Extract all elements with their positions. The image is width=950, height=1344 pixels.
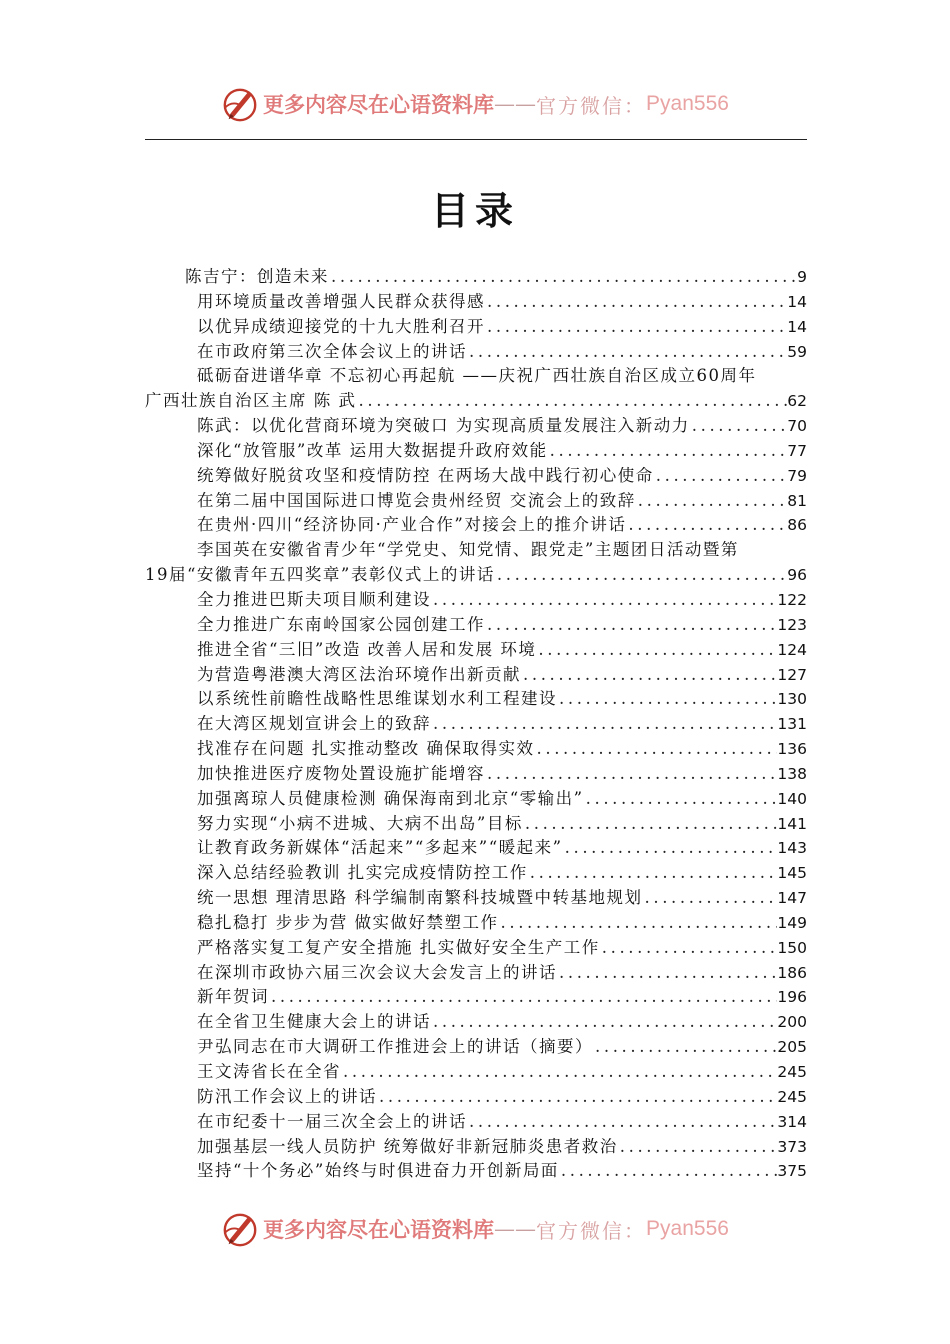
toc-page-number: 245 bbox=[777, 1087, 807, 1106]
toc-page-number: 196 bbox=[777, 988, 807, 1007]
toc-page-number: 123 bbox=[777, 615, 807, 634]
toc-entry-title: 用环境质量改善增强人民群众获得感 bbox=[197, 291, 485, 311]
toc-entry[interactable] bbox=[145, 961, 807, 986]
toc-entry-title: 找准存在问题 扎实推动整改 确保取得实效 bbox=[197, 739, 535, 759]
toc-page-number: 138 bbox=[777, 764, 807, 783]
toc-entry[interactable] bbox=[145, 1110, 807, 1135]
toc-leader-dots bbox=[563, 836, 778, 861]
toc-leader-dots bbox=[485, 315, 787, 340]
toc-entry-title: 在市政府第三次全体会议上的讲话 bbox=[197, 341, 467, 361]
toc-leader-dots bbox=[690, 414, 788, 439]
toc-entry[interactable] bbox=[145, 340, 807, 365]
toc-entry-title: 深化“放管服”改革 运用大数据提升政府效能 bbox=[197, 440, 548, 460]
toc-entry[interactable] bbox=[145, 985, 807, 1010]
toc-page-number: 147 bbox=[777, 889, 807, 908]
toc-leader-dots bbox=[654, 464, 788, 489]
toc-entry[interactable] bbox=[145, 663, 807, 688]
toc-entry[interactable] bbox=[145, 737, 807, 762]
toc-entry[interactable] bbox=[145, 1010, 807, 1035]
header-divider bbox=[145, 139, 807, 140]
toc-entry-title: 深入总结经验教训 扎实完成疫情防控工作 bbox=[197, 863, 528, 883]
toc-entry-title: 严格落实复工复产安全措施 扎实做好安全生产工作 bbox=[197, 937, 600, 957]
toc-page-number: 9 bbox=[797, 268, 807, 286]
toc-leader-dots bbox=[499, 911, 778, 936]
toc-entry[interactable] bbox=[145, 1060, 807, 1085]
toc-page-number: 149 bbox=[777, 913, 807, 932]
toc-entry[interactable] bbox=[145, 290, 807, 315]
toc-entry-title: 陈武：以优化营商环境为突破口 为实现高质量发展注入新动力 bbox=[197, 416, 690, 436]
toc-leader-dots bbox=[431, 1010, 777, 1035]
toc-leader-dots bbox=[600, 936, 778, 961]
toc-entry-title: 尹弘同志在市大调研工作推进会上的讲话（摘要） bbox=[197, 1037, 593, 1057]
toc-entry-title: 在全省卫生健康大会上的讲话 bbox=[197, 1012, 431, 1032]
toc-page-number: 140 bbox=[777, 789, 807, 808]
toc-leader-dots bbox=[536, 638, 777, 663]
toc-entry[interactable] bbox=[145, 861, 807, 886]
toc-page-number: 186 bbox=[777, 963, 807, 982]
toc-leader-dots bbox=[626, 513, 787, 538]
toc-leader-dots bbox=[559, 1159, 778, 1184]
toc-page-number: 62 bbox=[787, 392, 807, 411]
toc-entry-title: 以系统性前瞻性战略性思维谋划水利工程建设 bbox=[197, 689, 557, 709]
toc-page-number: 77 bbox=[787, 441, 807, 460]
toc-leader-dots bbox=[357, 389, 788, 414]
toc-leader-dots bbox=[341, 1060, 777, 1085]
toc-entry[interactable] bbox=[145, 315, 807, 340]
banner-separator: —— bbox=[494, 92, 537, 116]
page-title: 目录 bbox=[430, 189, 519, 233]
toc-entry-title: 稳扎稳打 步步为营 做实做好禁塑工作 bbox=[197, 912, 499, 932]
toc-page-number: 373 bbox=[777, 1137, 807, 1156]
toc-entry-title: 在市纪委十一届三次全会上的讲话 bbox=[197, 1111, 467, 1131]
toc-page-number: 130 bbox=[777, 690, 807, 709]
toc-entry[interactable] bbox=[145, 1085, 807, 1110]
toc-leader-dots bbox=[485, 613, 777, 638]
toc-entry-title: 以优异成绩迎接党的十九大胜利召开 bbox=[197, 316, 485, 336]
toc-entry[interactable] bbox=[145, 588, 807, 613]
footer-banner bbox=[0, 1207, 950, 1251]
toc-entry-title-continued: 广西壮族自治区主席 陈 武 bbox=[145, 391, 357, 411]
toc-entry[interactable] bbox=[145, 836, 807, 861]
toc-page-number: 143 bbox=[777, 839, 807, 858]
toc-entry[interactable] bbox=[145, 265, 807, 290]
toc-leader-dots bbox=[495, 563, 787, 588]
table-of-contents bbox=[145, 265, 807, 1184]
toc-page-number: 79 bbox=[787, 466, 807, 485]
toc-entry-title: 全力推进巴斯夫项目顺利建设 bbox=[197, 589, 431, 609]
toc-page-number: 86 bbox=[787, 516, 807, 535]
toc-entry[interactable] bbox=[145, 538, 807, 588]
toc-entry-title: 努力实现“小病不进城、大病不出岛”目标 bbox=[197, 813, 523, 833]
toc-page-number: 314 bbox=[777, 1112, 807, 1131]
toc-entry-title: 王文涛省长在全省 bbox=[197, 1062, 341, 1081]
toc-page-number: 59 bbox=[787, 342, 807, 361]
toc-page-number: 205 bbox=[777, 1038, 807, 1057]
toc-entry[interactable] bbox=[145, 638, 807, 663]
toc-leader-dots bbox=[485, 762, 777, 787]
toc-entry-title: 在深圳市政协六届三次会议大会发言上的讲话 bbox=[197, 962, 557, 982]
toc-entry-title-continued: 19届“安徽青年五四奖章”表彰仪式上的讲话 bbox=[145, 565, 495, 585]
banner-wechat-label: 官方微信： bbox=[536, 93, 647, 118]
toc-entry-title: 在贵州·四川“经济协同·产业合作”对接会上的推介讲话 bbox=[197, 515, 627, 535]
toc-entry[interactable] bbox=[145, 1159, 807, 1184]
toc-leader-dots bbox=[485, 290, 787, 315]
toc-entry-title: 坚持“十个务必”始终与时俱进奋力开创新局面 bbox=[197, 1161, 559, 1181]
banner-wechat-label: 官方微信： bbox=[536, 1218, 647, 1243]
toc-entry[interactable] bbox=[145, 414, 807, 439]
toc-leader-dots bbox=[523, 812, 778, 837]
toc-page-number: 150 bbox=[777, 938, 807, 957]
toc-leader-dots bbox=[521, 663, 777, 688]
toc-entry-title: 在大湾区规划宣讲会上的致辞 bbox=[197, 714, 431, 734]
toc-entry[interactable] bbox=[145, 439, 807, 464]
toc-entry-title: 全力推进广东南岭国家公园创建工作 bbox=[197, 614, 485, 634]
toc-leader-dots bbox=[467, 1110, 777, 1135]
toc-entry[interactable] bbox=[145, 787, 807, 812]
toc-leader-dots bbox=[431, 588, 777, 613]
toc-page-number: 375 bbox=[777, 1162, 807, 1181]
toc-page-number: 14 bbox=[787, 292, 807, 311]
toc-entry[interactable] bbox=[145, 886, 807, 911]
toc-entry-title: 砥砺奋进谱华章 不忘初心再起航 ——庆祝广西壮族自治区成立60周年 bbox=[197, 366, 757, 386]
toc-entry-title: 让教育政务新媒体“活起来”“多起来”“暖起来” bbox=[197, 838, 563, 858]
header-banner bbox=[0, 82, 950, 126]
toc-page-number: 131 bbox=[777, 715, 807, 734]
toc-leader-dots bbox=[269, 985, 777, 1010]
toc-entry[interactable] bbox=[145, 687, 807, 712]
toc-leader-dots bbox=[618, 1135, 778, 1160]
toc-entry[interactable] bbox=[145, 489, 807, 514]
toc-leader-dots bbox=[593, 1035, 777, 1060]
toc-leader-dots bbox=[636, 489, 788, 514]
toc-page-number: 200 bbox=[777, 1013, 807, 1032]
banner-wechat-id: Pyan556 bbox=[646, 1217, 729, 1240]
toc-entry[interactable] bbox=[145, 762, 807, 787]
toc-entry[interactable] bbox=[145, 712, 807, 737]
toc-entry-title: 加强基层一线人员防护 统筹做好非新冠肺炎患者救治 bbox=[197, 1136, 618, 1156]
toc-entry[interactable] bbox=[145, 364, 807, 414]
toc-page-number: 81 bbox=[787, 491, 807, 510]
banner-brand: 更多内容尽在心语资料库 bbox=[263, 92, 495, 117]
toc-entry-title: 为营造粤港澳大湾区法治环境作出新贡献 bbox=[197, 664, 521, 684]
toc-entry-title: 加快推进医疗废物处置设施扩能增容 bbox=[197, 763, 485, 783]
toc-page-number: 70 bbox=[787, 417, 807, 436]
toc-entry-title: 新年贺词 bbox=[197, 987, 269, 1007]
toc-leader-dots bbox=[377, 1085, 777, 1110]
toc-leader-dots bbox=[584, 787, 778, 812]
toc-entry-title: 防汛工作会议上的讲话 bbox=[197, 1086, 377, 1106]
toc-entry[interactable] bbox=[145, 936, 807, 961]
toc-page-number: 96 bbox=[787, 566, 807, 585]
toc-leader-dots bbox=[557, 961, 777, 986]
toc-leader-dots bbox=[528, 861, 778, 886]
toc-entry-title: 加强离琼人员健康检测 确保海南到北京“零输出” bbox=[197, 788, 584, 808]
toc-page-number: 127 bbox=[777, 665, 807, 684]
toc-leader-dots bbox=[548, 439, 788, 464]
toc-entry-title: 李国英在安徽省青少年“学党史、知党情、跟党走”主题团日活动暨第 bbox=[197, 540, 739, 560]
banner-separator: —— bbox=[494, 1217, 537, 1241]
toc-entry[interactable] bbox=[145, 812, 807, 837]
toc-page-number: 245 bbox=[777, 1063, 807, 1081]
toc-leader-dots bbox=[557, 687, 777, 712]
toc-leader-dots bbox=[535, 737, 778, 762]
toc-page-number: 14 bbox=[787, 317, 807, 336]
toc-entry[interactable] bbox=[145, 1135, 807, 1160]
toc-entry-title: 推进全省“三旧”改造 改善人居和发展 环境 bbox=[197, 639, 537, 659]
toc-leader-dots bbox=[467, 340, 787, 365]
pen-logo-icon bbox=[221, 1210, 259, 1248]
banner-wechat-id: Pyan556 bbox=[646, 92, 729, 115]
toc-entry-title: 陈吉宁：创造未来 bbox=[185, 267, 329, 286]
toc-entry[interactable] bbox=[145, 464, 807, 489]
toc-entry-title: 统一思想 理清思路 科学编制南繁科技城暨中转基地规划 bbox=[197, 888, 643, 908]
toc-entry-title: 在第二届中国国际进口博览会贵州经贸 交流会上的致辞 bbox=[197, 490, 636, 510]
toc-leader-dots bbox=[431, 712, 777, 737]
toc-leader-dots bbox=[329, 265, 797, 290]
toc-entry[interactable] bbox=[145, 613, 807, 638]
toc-page-number: 124 bbox=[777, 640, 807, 659]
toc-page-number: 145 bbox=[777, 864, 807, 883]
toc-entry[interactable] bbox=[145, 1035, 807, 1060]
toc-page-number: 122 bbox=[777, 590, 807, 609]
banner-brand: 更多内容尽在心语资料库 bbox=[263, 1217, 495, 1242]
toc-page-number: 141 bbox=[777, 814, 807, 833]
toc-entry[interactable] bbox=[145, 513, 807, 538]
pen-logo-icon bbox=[221, 85, 259, 123]
toc-entry-title: 统筹做好脱贫攻坚和疫情防控 在两场大战中践行初心使命 bbox=[197, 465, 654, 485]
toc-leader-dots bbox=[643, 886, 778, 911]
toc-page-number: 136 bbox=[777, 740, 807, 759]
toc-entry[interactable] bbox=[145, 911, 807, 936]
